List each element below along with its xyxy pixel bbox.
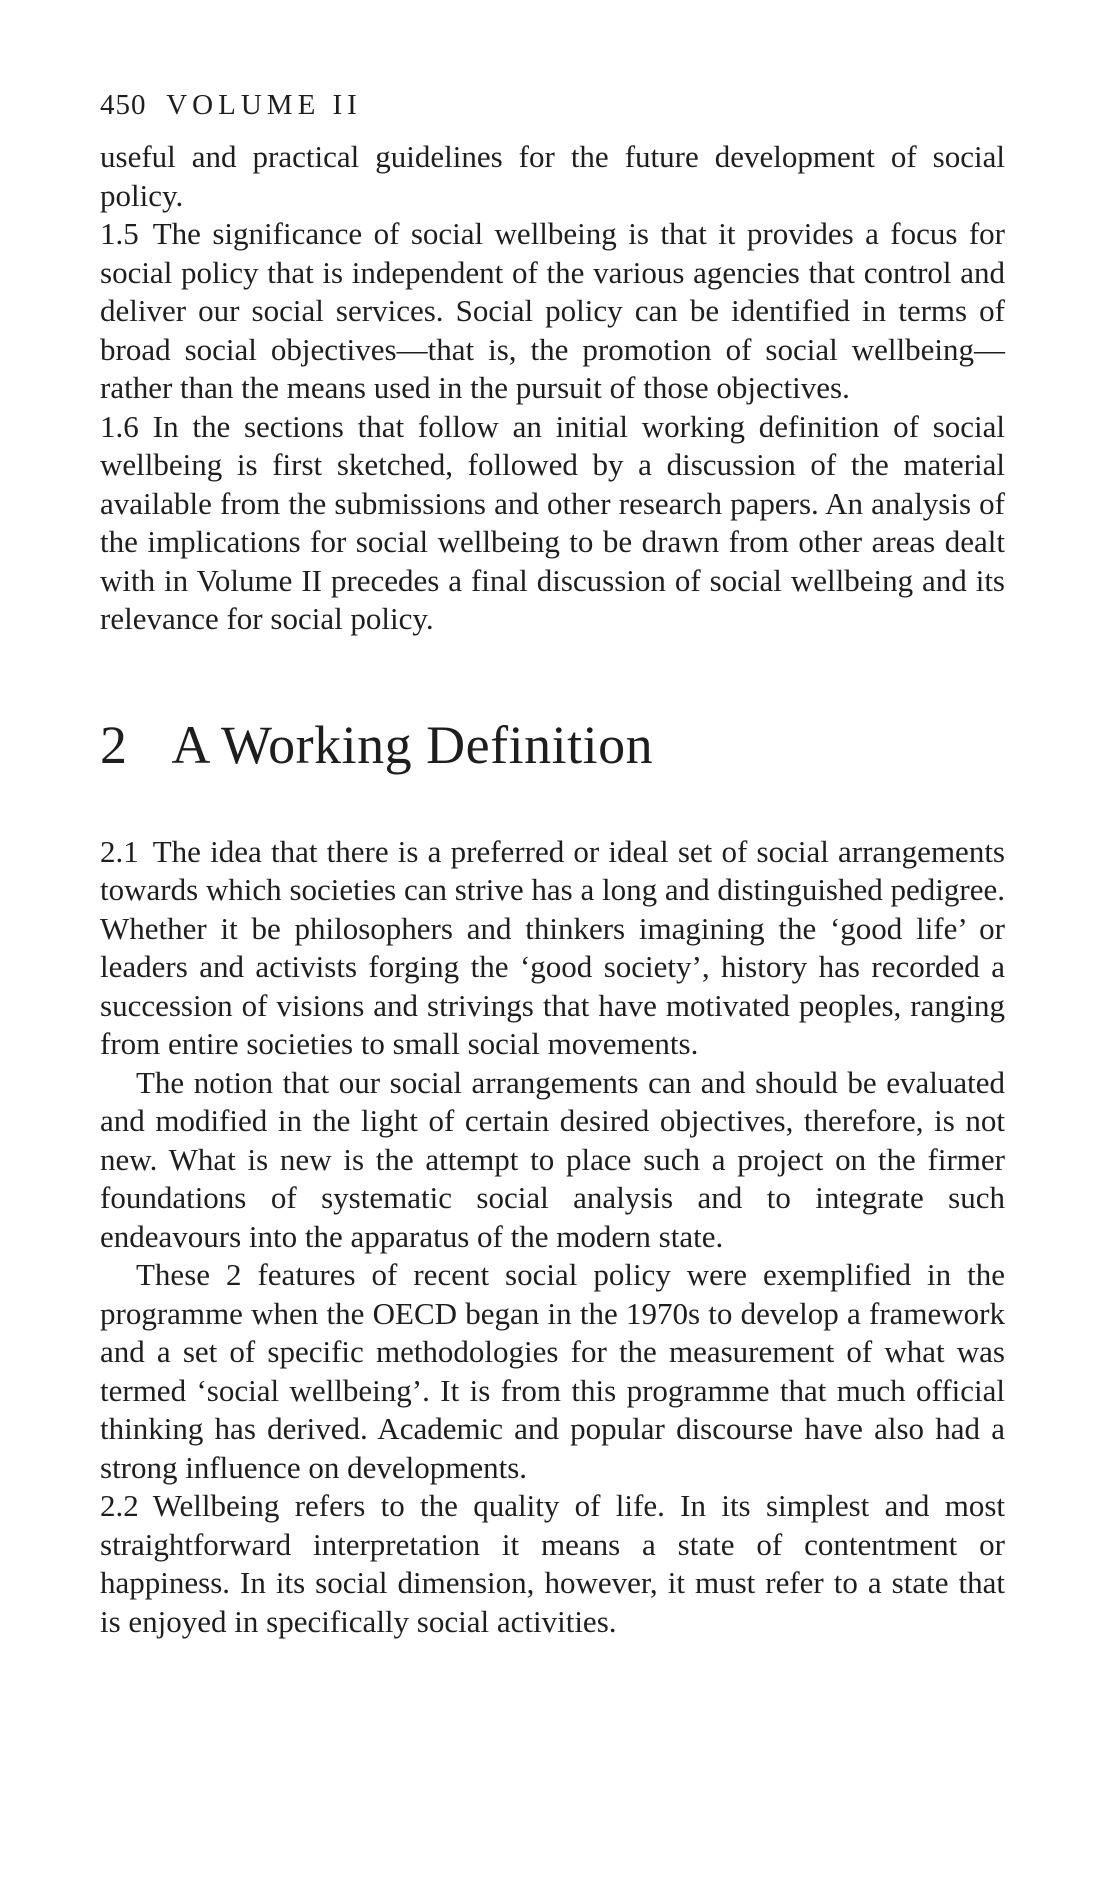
- paragraph-2-2: [100, 1487, 1005, 1641]
- paragraph-number: 2.2: [100, 1488, 139, 1523]
- paragraph-2-1: [100, 833, 1005, 1064]
- section-heading: [100, 715, 1005, 775]
- volume-label: VOLUME II: [166, 89, 362, 121]
- book-page: [100, 88, 1005, 1641]
- paragraph-text: The significance of social wellbeing is that it provides a focus for social policy that is independent of the various agencies that control and deliver our social services. Social policy can be identified in terms of broad social objectives—that is, the promotion of social wellbeing—rather than the means used in the pursuit of those objectives.: [100, 216, 1005, 405]
- section-title: A Working Definition: [171, 714, 654, 775]
- paragraph-2-1-continued: The notion that our social arrangements can and should be evaluated and modified in the light of certain desired objectives, therefore, is not new. What is new is the attempt to place such a project on the firmer foundations of systematic social analysis and to integrate such endeavours into the apparatus of the modern state.: [100, 1064, 1005, 1254]
- paragraph-number: 1.6: [100, 408, 139, 444]
- paragraph-1-5: [100, 215, 1005, 408]
- section-number: 2: [100, 714, 128, 775]
- paragraph-number: 1.5: [100, 216, 139, 251]
- paragraph-number: 2.1: [100, 833, 139, 869]
- page-number: 450: [100, 89, 147, 121]
- paragraph-text: The idea that there is a preferred or ideal set of social arrangements towards which societies can strive has a long and distinguished pedigree. Whether it be philosophers and thinkers imagining the ‘good life’ or leaders and activists forging the ‘good society’, history has recorded a succession of visions and strivings that have motivated peoples, ranging from entire societies to small social movements.: [100, 833, 1005, 1061]
- paragraph-2-1-features: These 2 features of recent social policy were exemplified in the programme when the OECD began in the 1970s to develop a framework and a set of specific methodologies for the measurement of what was termed ‘social wellbeing’. It is from this programme that much official thinking has derived. Academic and popular discourse have also had a strong influence on developments.: [100, 1257, 1005, 1485]
- paragraph-text: In the sections that follow an initial working definition of social wellbeing is first sketched, followed by a discussion of the material available from the submissions and other research papers. An analysis of the implications for social wellbeing to be drawn from other areas dealt with in Volume II precedes a final discussion of social wellbeing and its relevance for social policy.: [100, 408, 1005, 636]
- paragraph-1-6: [100, 408, 1005, 639]
- running-head: [100, 88, 1005, 122]
- paragraph-continuation: useful and practical guidelines for the future development of social policy.: [100, 139, 1005, 213]
- paragraph-text: Wellbeing refers to the quality of life. In its simplest and most straightforward interpretation it means a state of contentment or happiness. In its social dimension, however, it must refer to a state that is enjoyed in specifically social activities.: [100, 1488, 1005, 1639]
